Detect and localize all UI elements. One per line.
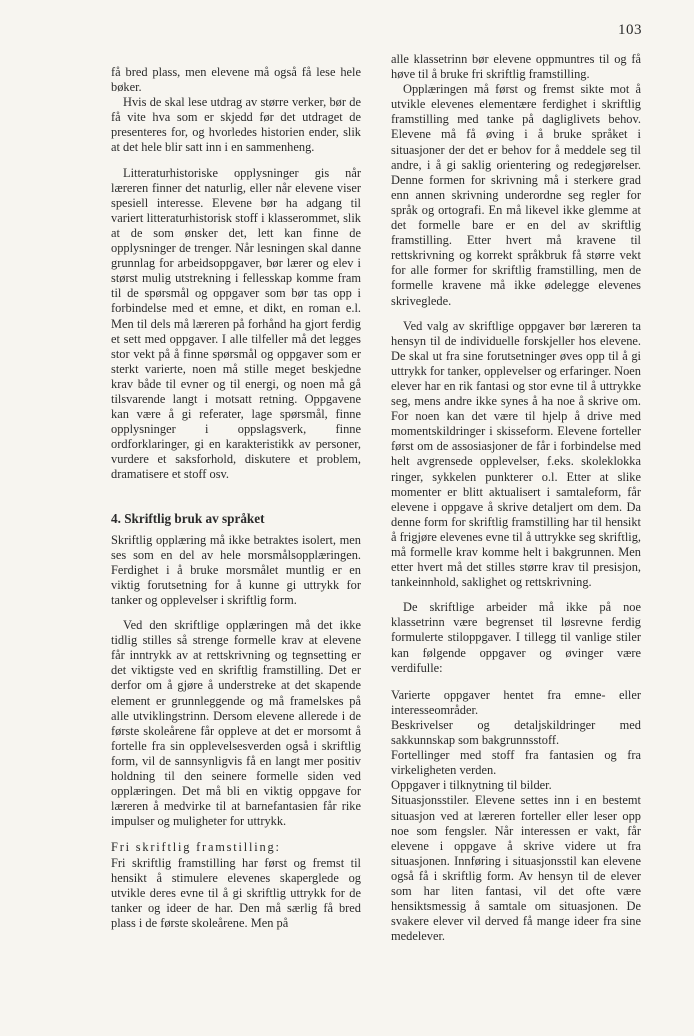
list-item: Beskrivelser og detaljskildringer med sakkunnskap som bakgrunnsstoff. (391, 717, 641, 748)
paragraph: Ved den skriftlige opplæringen må det ikke tidlig stilles så strenge formelle krav at elevene får inntrykk av at rettskrivning og tegnsetting er det viktigste ved en skriftlig framstilling. Det er derfor om å gjøre å understreke at det skapende element er grunnleggende og må framelskes på alle utviklingstrinn. Dersom elevene allerede i de første skoleårene får oppleve at det er morsomt å fortelle fra sin opplevelsesverden også i skriftlig form, vil de sannsynligvis få en langt mer positiv holdning til den seinere formelle siden ved opplæringen. Det må bli en viktig oppgave for læreren å medvirke til at barnefantasien får rike impulser og muligheter for uttrykk. (111, 618, 361, 829)
section-heading: 4. Skriftlig bruk av språket (111, 510, 265, 526)
left-column (111, 65, 361, 931)
paragraph: Ved valg av skriftlige oppgaver bør læreren ta hensyn til de individuelle forskjeller hos elevene. De skal ut fra sine forutsetninger øves opp til å gi uttrykk for tanker, opplevelser og erfaringer. Noen elever har en rik fantasi og stor evne til å uttrykke seg, mens andre ikke synes å ha noe å skrive om. For noen kan det være til hjelp å drive med momentskildringer i skisseform. Elevene forteller først om de assosiasjoner de får i forbindelse med helt avgrensede opplevelser, f.eks. skoleklokka ringer, sykkelen punkterer o.l. Etter at slike momenter er blitt aktualisert i samtaleform, får elevene i oppgave å skrive detaljert om dem. Da denne form for skriftlig framstilling har til hensikt å frigjøre elevenes evne til å uttrykke seg skriftlig, må formelle krav komme helt i bakgrunnen. Men etter hvert må det stilles større krav til presisjon, tankeinnhold, saklighet og rettskrivning. (391, 318, 641, 590)
paragraph: få bred plass, men elevene må også få lese hele bøker. (111, 65, 361, 95)
list-item: Varierte oppgaver hentet fra emne- eller interesseområder. (391, 687, 641, 717)
paragraph: Litteraturhistoriske opplysninger gis når læreren finner det naturlig, eller når elevene viser spesiell interesse. Elevene bør ha adgang til variert litteraturhistorisk stoff i klasserommet, slik at de som ønsker det, lett kan finne de opplysninger de trenger. Når lesningen skal danne grunnlag for arbeidsoppgaver, bør lærer og elev i størst mulig utstrekning i fellesskap komme fram til de spørsmål og oppgaver som bør tas opp i forbindelse med et emne, et dikt, en roman e.l. Men til dels må læreren på forhånd ha gjort ferdig et sett med oppgaver. I alle tilfeller må det legges stor vekt på å finne spørsmål og oppgaver som er sterkt varierte, noen må stille meget beskjedne krav både til evner og til energi, og noen må gå tilsvarende langt i motsatt retning. Oppgavene kan være å gi referater, lage spørsmål, finne opplysninger i oppslagsverk, finne ordforklaringer, gi en karakteristikk av personer, vurdere et saksforhold, diskutere et problem, dramatisere et stoff osv. (111, 165, 361, 482)
exercise-list (391, 688, 641, 945)
paragraph: Fri skriftlig framstilling har først og fremst til hensikt å stimulere elevenes skaperglede og utvikle deres evne til å gi skriftlig uttrykk for de tanker og ideer de har. Den må særlig få bred plass i de første skoleårene. Men på (111, 855, 361, 930)
list-item: Oppgaver i tilknytning til bilder. (391, 778, 552, 793)
right-column (391, 52, 641, 944)
list-item: Fortellinger med stoff fra fantasien og fra virkeligheten verden. (391, 748, 641, 778)
paragraph: Opplæringen må først og fremst sikte mot å utvikle elevenes elementære ferdighet i skriftlig framstilling med tanke på dagliglivets behov. Elevene må få øving i å bruke språket i situasjoner der det er behov for å meddele seg til andre, i å gi saklig orientering og redegjørelser. Denne formen for skrivning må i sterkere grad enn annen skrivning underordne seg regler for språk og ortografi. En må likevel ikke glemme at det formelle bare er en del av skriftlig framstilling. Etter hvert må kravene til rettskrivning og korrekt språkbruk få større vekt for alle former for skriftlig framstilling, men de formelle kravene må ikke ødelegge elevenes skriveglede. (391, 82, 641, 308)
list-item: Situasjonsstiler. Elevene settes inn i en bestemt situasjon ved at læreren forteller eller leser opp noe som fengsler. Når interessen er vakt, får elevene i oppgave å skrive videre ut fra situasjonen. Innføring i situasjonsstil kan elevene også få i skriftlig form. Av hensyn til de elever som har liten fantasi, vil det ofte være hensiktsmessig å samtale om situasjonen. De svakere elever vil derved få mange ideer fra sine medelever. (391, 793, 641, 944)
page-number: 103 (618, 22, 642, 38)
paragraph: alle klassetrinn bør elevene oppmuntres til og få høve til å bruke fri skriftlig framstilling. (391, 52, 641, 82)
paragraph: Hvis de skal lese utdrag av større verker, bør de få vite hva som er skjedd før det utdraget de presenteres for, og hvorledes historien ender, slik at det hele blir satt inn i en sammenheng. (111, 95, 361, 155)
subheading: Fri skriftlig framstilling: (111, 840, 281, 855)
paragraph: De skriftlige arbeider må ikke på noe klassetrinn være begrenset til løsrevne ferdig formulerte stiloppgaver. I tillegg til vanlige stiler kan følgende oppgaver og øvinger være verdifulle: (391, 600, 641, 675)
paragraph: Skriftlig opplæring må ikke betraktes isolert, men ses som en del av hele morsmålsopplæringen. Ferdighet i å bruke morsmålet muntlig er en viktig forutsetning for å kunne gi uttrykk for tanker og opplevelser i skriftlig form. (111, 532, 361, 607)
